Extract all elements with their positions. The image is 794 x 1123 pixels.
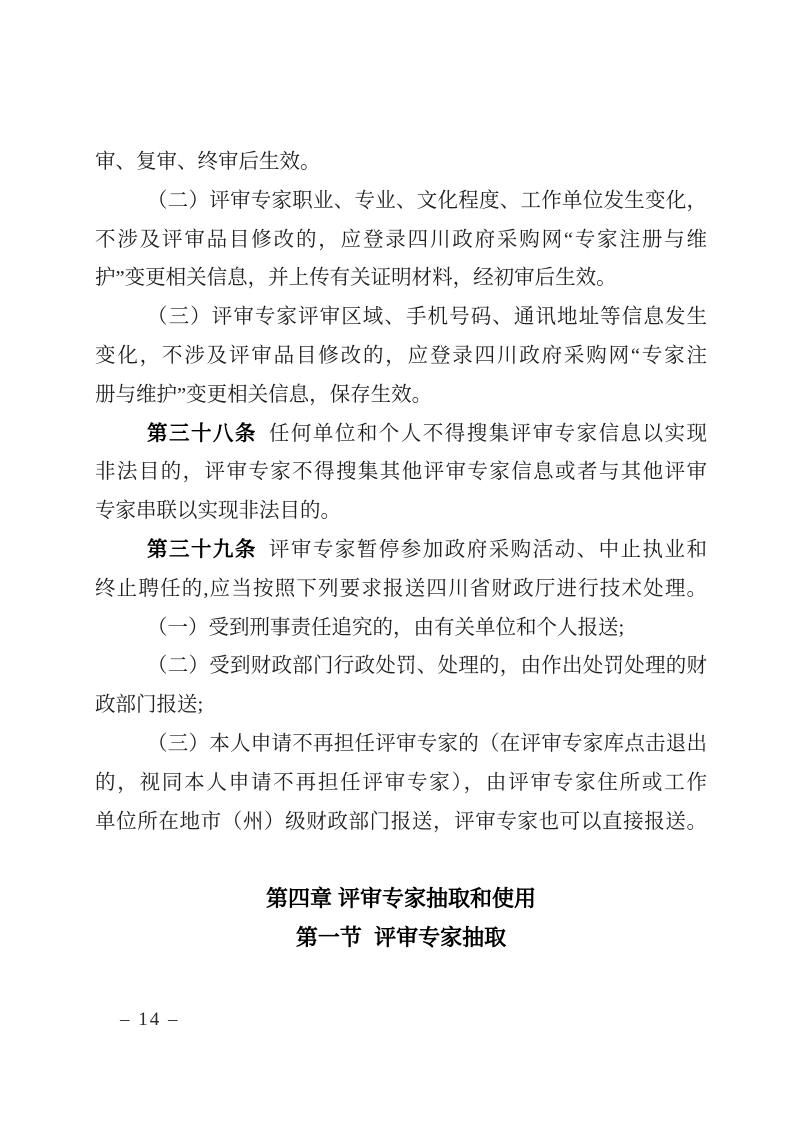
body-line bbox=[95, 143, 707, 182]
line-text: 审、复审、终审后生效。 bbox=[95, 151, 321, 173]
body-line bbox=[95, 453, 707, 492]
line-text: （二）评审专家职业、专业、文化程度、工作单位发生变化， bbox=[147, 189, 707, 212]
body-line bbox=[95, 764, 707, 803]
body-line bbox=[95, 609, 707, 648]
page-footer bbox=[120, 1006, 180, 1034]
line-text: 不涉及评审品目修改的，应登录四川政府采购网“专家注册与维 bbox=[95, 228, 707, 251]
line-text: 评审专家暂停参加政府采购活动、中止执业和 bbox=[268, 538, 707, 561]
document-body bbox=[95, 143, 707, 958]
line-text: 第四章 评审专家抽取和使用 bbox=[265, 886, 537, 912]
body-line bbox=[95, 221, 707, 260]
line-text: （三）本人申请不再担任评审专家的（在评审专家库点击退出 bbox=[147, 732, 707, 755]
blank-line bbox=[95, 841, 707, 880]
body-line bbox=[95, 337, 707, 376]
body-line bbox=[95, 803, 707, 842]
article-number: 第三十九条 bbox=[147, 537, 257, 561]
line-text: 非法目的，评审专家不得搜集其他评审专家信息或者与其他评审 bbox=[95, 461, 707, 484]
body-line bbox=[95, 686, 707, 725]
line-text: 护”变更相关信息，并上传有关证明材料，经初审后生效。 bbox=[95, 267, 617, 290]
body-line bbox=[95, 725, 707, 764]
page-number: – 14 – bbox=[120, 1009, 180, 1030]
line-text: 第一节 评审专家抽取 bbox=[295, 924, 507, 950]
body-line bbox=[95, 376, 707, 415]
body-line bbox=[95, 415, 707, 454]
line-text: （二）受到财政部门行政处罚、处理的，由作出处罚处理的财 bbox=[147, 655, 707, 678]
line-text: 终止聘任的,应当按照下列要求报送四川省财政厅进行技术处理。 bbox=[95, 577, 707, 600]
line-text: 专家串联以实现非法目的。 bbox=[95, 500, 341, 523]
line-text: 册与维护”变更相关信息，保存生效。 bbox=[95, 383, 433, 406]
body-line bbox=[95, 647, 707, 686]
line-text: 单位所在地市（州）级财政部门报送，评审专家也可以直接报送。 bbox=[95, 810, 707, 833]
body-line bbox=[95, 259, 707, 298]
body-line bbox=[95, 492, 707, 531]
line-text: （一）受到刑事责任追究的，由有关单位和个人报送; bbox=[147, 616, 625, 639]
line-text: 任何单位和个人不得搜集评审专家信息以实现 bbox=[268, 422, 707, 445]
section-heading bbox=[95, 919, 707, 958]
line-text: （三）评审专家评审区域、手机号码、通讯地址等信息发生 bbox=[147, 306, 707, 329]
body-line bbox=[95, 531, 707, 570]
article-number: 第三十八条 bbox=[147, 421, 257, 445]
body-line bbox=[95, 570, 707, 609]
line-text: 政部门报送; bbox=[95, 694, 204, 717]
line-text: 的，视同本人申请不再担任评审专家），由评审专家住所或工作 bbox=[95, 771, 707, 794]
chapter-heading bbox=[95, 880, 707, 919]
line-text: 变化，不涉及评审品目修改的，应登录四川政府采购网“专家注 bbox=[95, 344, 707, 367]
body-line bbox=[95, 298, 707, 337]
body-line bbox=[95, 182, 707, 221]
